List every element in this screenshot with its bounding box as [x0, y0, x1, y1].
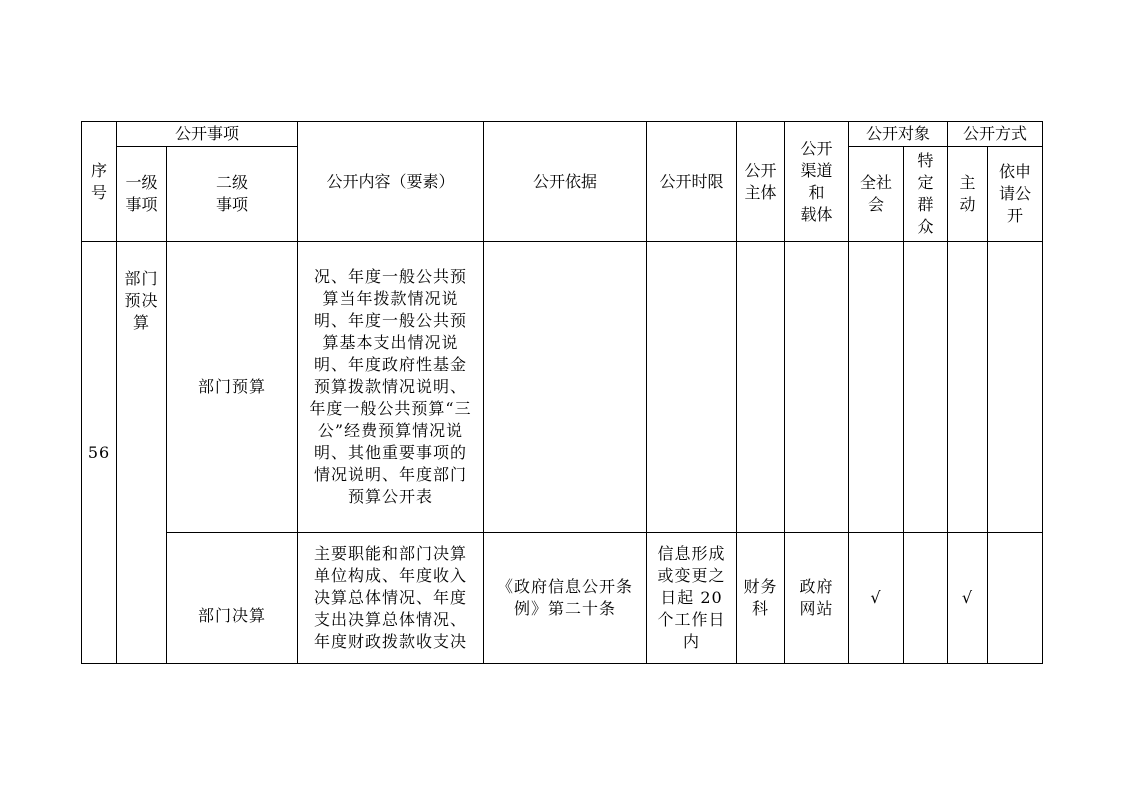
row-time-limit: 信息形成 或变更之 日起 20 个工作日 内 — [647, 533, 737, 664]
header-method-active: 主 动 — [948, 147, 988, 242]
table-row — [82, 242, 1043, 533]
header-method-request: 依申 请公 开 — [988, 147, 1043, 242]
row-audience-all: √ — [849, 533, 904, 664]
row-audience-all — [849, 242, 904, 533]
row-level2: 部门预算 — [167, 242, 298, 533]
row-subject — [737, 242, 785, 533]
header-level2: 二级 事项 — [167, 147, 298, 242]
row-content: 主要职能和部门决算 单位构成、年度收入 决算总体情况、年度 支出决算总体情况、 年度财政拨款收支决 — [298, 533, 484, 664]
header-method: 公开方式 — [948, 122, 1043, 147]
header-seq: 序 号 — [82, 122, 117, 242]
header-audience: 公开对象 — [849, 122, 948, 147]
row-seq: 56 — [82, 242, 117, 664]
header-level1: 一级 事项 — [117, 147, 167, 242]
header-content: 公开内容（要素） — [298, 122, 484, 242]
header-subject: 公开 主体 — [737, 122, 785, 242]
row-audience-specific — [904, 533, 948, 664]
row-content: 况、年度一般公共预 算当年拨款情况说 明、年度一般公共预 算基本支出情况说 明、年度政府性基金 预算拨款情况说明、 年度一般公共预算“三 公”经费预算情况说 明、其他重要事项的 情况说明、年度部门 预算公开表 — [298, 242, 484, 533]
header-basis: 公开依据 — [484, 122, 647, 242]
row-channel: 政府 网站 — [785, 533, 849, 664]
row-channel — [785, 242, 849, 533]
row-subject: 财务 科 — [737, 533, 785, 664]
row-method-request — [988, 242, 1043, 533]
row-level2: 部门决算 — [167, 533, 298, 664]
row-audience-specific — [904, 242, 948, 533]
row-basis: 《政府信息公开条 例》第二十条 — [484, 533, 647, 664]
row-time-limit — [647, 242, 737, 533]
disclosure-table — [81, 121, 1043, 664]
row-method-request — [988, 533, 1043, 664]
row-level1: 部门 预决 算 — [117, 242, 167, 664]
table-row — [82, 533, 1043, 664]
header-audience-all: 全社 会 — [849, 147, 904, 242]
row-method-active: √ — [948, 533, 988, 664]
header-channel: 公开 渠道 和 载体 — [785, 122, 849, 242]
row-basis — [484, 242, 647, 533]
header-audience-specific: 特 定 群 众 — [904, 147, 948, 242]
header-time-limit: 公开时限 — [647, 122, 737, 242]
row-method-active — [948, 242, 988, 533]
header-disclosure-item: 公开事项 — [117, 122, 298, 147]
